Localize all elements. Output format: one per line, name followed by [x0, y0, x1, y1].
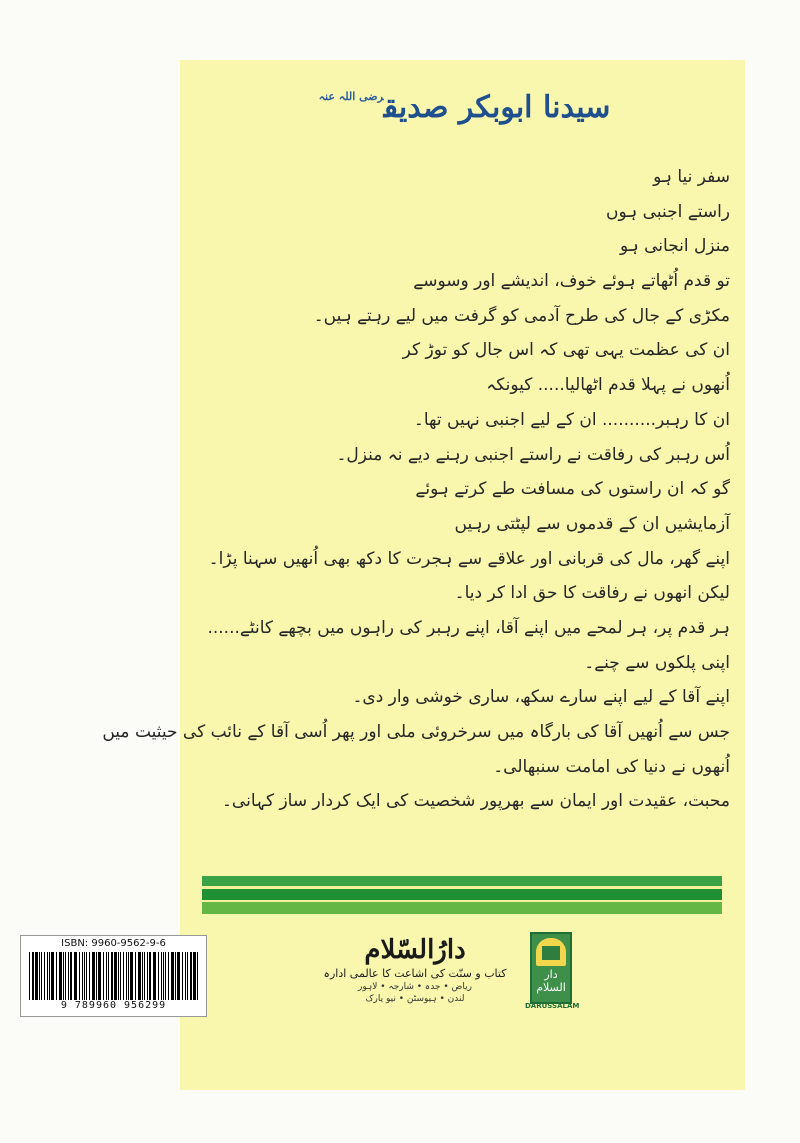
poem-line: ان کا رہبر.......... ان کے لیے اجنبی نہیں تھا۔ [413, 409, 730, 430]
barcode-bar [130, 952, 133, 1000]
barcode-bar [135, 952, 136, 1000]
poem-line: منزل انجانی ہو [619, 236, 730, 257]
barcode-bar [120, 952, 121, 1000]
barcode-bar [96, 952, 97, 1000]
barcode-bar [32, 952, 34, 1000]
barcode-number: 9 789960 956299 [60, 1000, 167, 1011]
barcode-bar [106, 952, 107, 1000]
poem-line: اُنھوں نے دنیا کی امامت سنبھالی۔ [493, 756, 730, 777]
barcode-bar [185, 952, 186, 1000]
poem-line: مکڑی کے جال کی طرح آدمی کو گرفت میں لیے رہتے ہیں۔ [313, 305, 730, 326]
barcode-bar [182, 952, 183, 1000]
barcode-bar [114, 952, 117, 1000]
barcode-bar [175, 952, 176, 1000]
poem-line: آزمایشیں ان کے قدموں سے لپٹتی رہیں [454, 513, 730, 534]
barcode-bar [171, 952, 174, 1000]
green-stripe-bottom [202, 902, 722, 914]
honorific-text: رضی اللہ عنہ [318, 90, 384, 103]
publisher-tagline: کتاب و سنّت کی اشاعت کا عالمی ادارہ [323, 967, 507, 980]
poem-line: اپنے گھر، مال کی قربانی اور علاقے سے ہجرت کا دکھ بھی اُنھیں سہنا پڑا۔ [208, 548, 730, 569]
barcode-bar [82, 952, 83, 1000]
poem-block [102, 160, 730, 819]
barcode-bar [89, 952, 90, 1000]
barcode-bar [74, 952, 77, 1000]
barcode-bar [163, 952, 164, 1000]
barcode-bar [35, 952, 38, 1000]
barcode-bars [27, 952, 202, 1000]
barcode-bar [68, 952, 69, 1000]
barcode-bar [118, 952, 119, 1000]
barcode-bar [49, 952, 50, 1000]
poem-line: تو قدم اُٹھاتے ہوئے خوف، اندیشے اور وسوسے [413, 271, 730, 292]
barcode-bar [165, 952, 166, 1000]
barcode-bar [142, 952, 143, 1000]
poem-line: اپنے آقا کے لیے اپنے سارے سکھ، ساری خوشی وار دی۔ [352, 687, 730, 708]
logo-book-icon [542, 946, 560, 960]
barcode-bar [98, 952, 101, 1000]
barcode-bar [197, 952, 198, 1000]
barcode-label [20, 935, 207, 1017]
logo-arabic-text: دار السلام [536, 968, 566, 994]
publisher-cities-1: ریاض • جدہ • شارجہ • لاہور [358, 982, 472, 992]
barcode-bar [63, 952, 64, 1000]
barcode-bar [193, 952, 196, 1000]
barcode-bar [190, 952, 192, 1000]
barcode-bar [168, 952, 169, 1000]
barcode-bar [177, 952, 180, 1000]
logo-caption: DARUSSALAM [525, 1002, 580, 1010]
barcode-bar [44, 952, 45, 1000]
green-stripe-top [202, 876, 722, 886]
barcode-bar [59, 952, 62, 1000]
barcode-bar [123, 952, 124, 1000]
barcode-bar [158, 952, 159, 1000]
barcode-bar [84, 952, 85, 1000]
poem-line: اُنھوں نے پہلا قدم اٹھالیا..... کیونکہ [486, 375, 730, 396]
barcode-bar [79, 952, 80, 1000]
barcode-bar [111, 952, 113, 1000]
poem-line: راستے اجنبی ہوں [606, 201, 730, 222]
barcode-bar [86, 952, 87, 1000]
barcode-bar [47, 952, 48, 1000]
green-stripe-middle [202, 889, 722, 900]
barcode-bar [138, 952, 141, 1000]
barcode-bar [92, 952, 95, 1000]
barcode-bar [153, 952, 156, 1000]
cover-title [180, 90, 745, 125]
poem-line: اپنی پلکوں سے چنے۔ [584, 652, 730, 673]
barcode-bar [187, 952, 188, 1000]
barcode-bar [70, 952, 72, 1000]
barcode-bar [144, 952, 145, 1000]
poem-line: لیکن انھوں نے رفاقت کا حق ادا کر دیا۔ [454, 583, 730, 604]
barcode-bar [128, 952, 129, 1000]
poem-line: سفر نیا ہو [653, 167, 730, 187]
title-text: سیدنا ابوبکر صدیق [383, 90, 611, 125]
barcode-bar [65, 952, 66, 1000]
barcode-bar [161, 952, 162, 1000]
poem-line: محبت، عقیدت اور ایمان سے بھرپور شخصیت کی ایک کردار ساز کہانی۔ [221, 791, 730, 812]
poem-line: ان کی عظمت یہی تھی کہ اس جال کو توڑ کر [402, 340, 730, 361]
barcode-bar [149, 952, 151, 1000]
poem-line: اُس رہبر کی رفاقت نے راستے اجنبی رہنے دیے نہ منزل۔ [336, 444, 730, 465]
barcode-bar [29, 952, 30, 1000]
isbn-text: ISBN: 9960-9562-9-6 [61, 938, 166, 949]
publisher-block [315, 935, 515, 1015]
poem-line: گو کہ ان راستوں کی مسافت طے کرتے ہوئے [415, 479, 730, 500]
publisher-cities-2: لندن • ہیوسٹن • نیو یارک [365, 994, 465, 1004]
barcode-bar [126, 952, 127, 1000]
poem-line: جس سے اُنھیں آقا کی بارگاہ میں سرخروئی ملی اور پھر اُسی آقا کے نائب کی حیثیت میں [102, 722, 730, 742]
darussalam-logo [530, 932, 572, 1004]
barcode-bar [39, 952, 40, 1000]
barcode-bar [147, 952, 148, 1000]
publisher-name: دارُالسّلام [364, 935, 466, 965]
poem-line: ہر قدم پر، ہر لمحے میں اپنے آقا، اپنے رہبر کی راہوں میں بچھے کانٹے...... [207, 617, 730, 638]
barcode-bar [56, 952, 57, 1000]
barcode-bar [41, 952, 42, 1000]
barcode-bar [103, 952, 104, 1000]
barcode-bar [108, 952, 109, 1000]
barcode-bar [51, 952, 54, 1000]
